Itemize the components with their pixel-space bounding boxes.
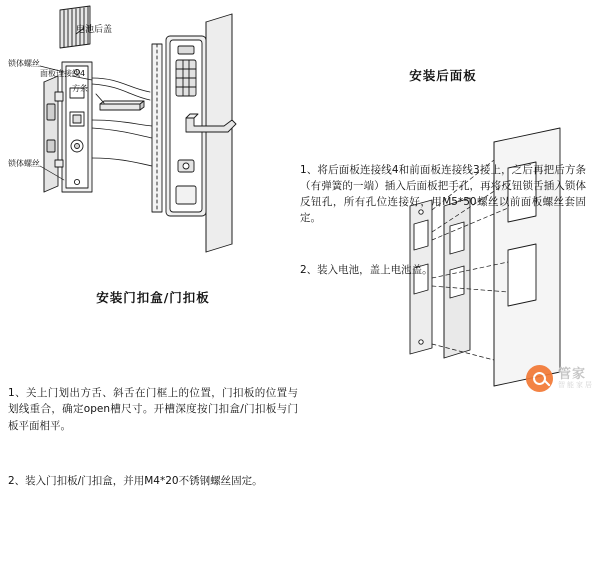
panel-guide-rail — [152, 44, 162, 212]
instruction-step: 1、将后面板连接线4和前面板连接线3接上，之后再把后方条（有弹簧的一端）插入后面板把手孔，再将反钮锁舌插入锁体反钮孔，所有孔位连接好，用M5*50螺丝以前面板螺丝套固定。 — [300, 163, 586, 225]
instruction-step: 2、装入电池，盖上电池盖。 — [300, 264, 433, 277]
callout-lock-screw-bottom: 锁体螺丝 — [8, 159, 40, 168]
instructions-strike-plate-title: 安装门扣盒/门扣板 — [96, 290, 210, 305]
instructions-rear-panel — [300, 28, 586, 352]
instruction-step: 2、装入门扣板/门扣盒，并用M4*20不锈钢螺丝固定。 — [8, 474, 263, 487]
watermark-sub-text: 智能家居 — [558, 380, 594, 389]
callout-square-bar: 方条 — [72, 84, 88, 93]
instructions-strike-plate-steps — [8, 351, 298, 527]
instructions-strike-plate — [8, 250, 298, 565]
callout-lock-screw-top: 锁体螺丝 — [8, 59, 40, 68]
instructions-rear-panel-title: 安装后面板 — [409, 68, 477, 83]
instruction-step: 1、关上门划出方舌、斜舌在门框上的位置，门扣板的位置与划线重合，确定open槽尺寸。开槽深度按门扣盒/门扣板与门板平面相平。 — [8, 386, 298, 433]
watermark-text — [558, 368, 594, 389]
instructions-rear-panel-steps — [300, 129, 586, 314]
watermark — [526, 365, 594, 392]
lock-body-case — [55, 62, 92, 192]
callout-panel-wire-4: 面板连接线4 — [40, 69, 86, 78]
watermark-main-text: 管家 — [558, 367, 587, 382]
watermark-logo-icon — [526, 365, 553, 392]
front-door-leaf — [206, 14, 232, 252]
callout-battery-cover: 电池后盖 — [76, 25, 113, 35]
connection-wires — [92, 78, 152, 166]
